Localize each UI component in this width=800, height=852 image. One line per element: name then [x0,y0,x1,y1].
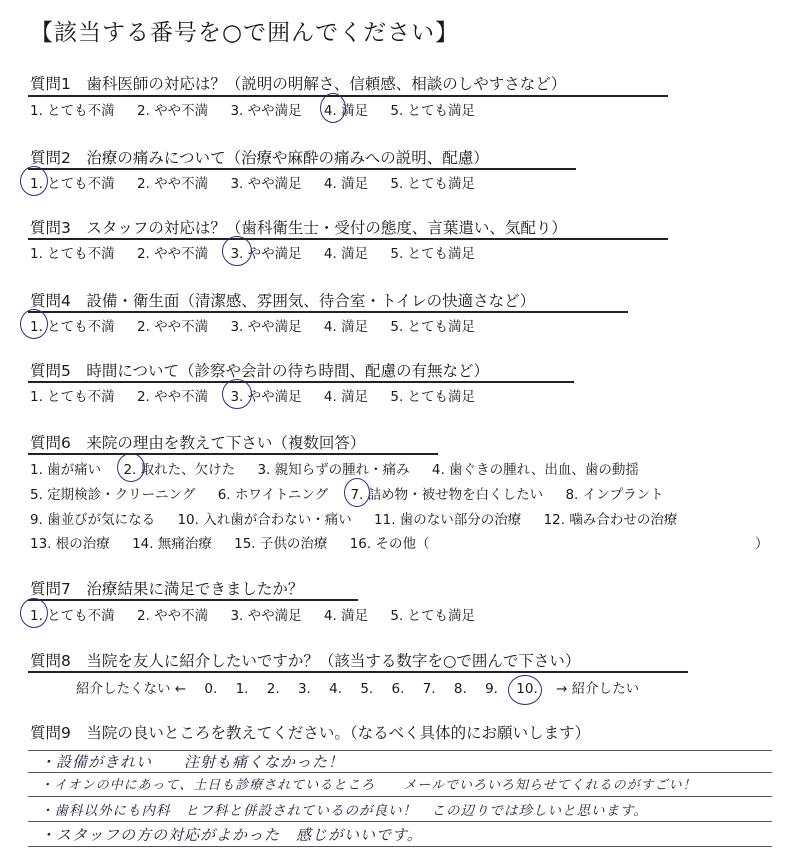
q8-number-5[interactable]: 5. [360,681,374,697]
q9-title: 質問9 当院の良いところを教えてください。（なるべく具体的にお願いします） [30,724,591,742]
answer-line [28,821,772,822]
q6-option-7-label: 7. 詰め物・被せ物を白くしたい [350,487,544,503]
q1-option-5[interactable]: 5. とても満足 [390,103,476,119]
q6-option-3[interactable]: 3. 親知らずの腫れ・痛み [257,462,410,478]
q5-underline [28,381,574,383]
q2-option-3[interactable]: 3. やや満足 [230,176,302,192]
q1-option-1[interactable]: 1. とても不満 [30,103,115,119]
q5-option-1[interactable]: 1. とても不満 [30,389,115,405]
q8-number-0[interactable]: 0. [204,681,218,697]
q6-option-5[interactable]: 5. 定期検診・クリーニング [30,487,196,503]
q6-underline [28,453,438,455]
q1-option-4[interactable] [324,99,368,119]
q8-underline [28,671,688,673]
q3-option-5[interactable]: 5. とても満足 [390,246,476,262]
q4-option-1-label: 1. とても不満 [30,319,115,335]
q3-option-4[interactable]: 4. 満足 [323,246,369,262]
q6-option-13[interactable]: 13. 根の治療 [30,536,110,552]
q1-option-3[interactable]: 3. やや満足 [230,103,302,119]
q6-other-close-paren: ） [755,536,769,552]
q8-number-10[interactable] [516,681,537,697]
q6-option-16[interactable]: 16. その他（ [349,536,430,552]
q6-row-2 [30,483,682,503]
q2-option-1-label: 1. とても不満 [30,176,115,192]
q6-option-7[interactable] [350,483,543,503]
q3-option-3-label: 3. やや満足 [230,246,302,262]
q3-option-2[interactable]: 2. やや不満 [136,246,209,262]
q3-options [30,242,493,262]
q6-title: 質問6 来院の理由を教えて下さい（複数回答） [30,434,366,452]
q3-underline [28,238,668,240]
q6-option-12[interactable]: 12. 噛み合わせの治療 [543,512,678,528]
q2-options [30,172,493,192]
q9-answer-2: ・イオンの中にあって、土日も診療されているところ メールでいろいろ知らせてくれるのがすごい！ [40,778,697,793]
q4-options [30,315,493,335]
q6-row-1 [30,458,657,478]
q4-title: 質問4 設備・衛生面（清潔感、雰囲気、待合室・トイレの快適さなど） [30,292,536,310]
q4-option-2[interactable]: 2. やや不満 [136,319,209,335]
q6-row-3 [30,508,695,528]
q8-number-8[interactable]: 8. [453,681,467,697]
q1-title: 質問1 歯科医師の対応は？（説明の明解さ、信頼感、相談のしやすさなど） [30,75,567,93]
q8-number-3[interactable]: 3. [297,681,311,697]
q9-answer-1: ・設備がきれい 注射も痛くなかった！ [40,753,345,771]
q8-number-4[interactable]: 4. [329,681,343,697]
answer-line [28,796,772,797]
q4-option-5[interactable]: 5. とても満足 [390,319,476,335]
q6-option-2[interactable] [123,458,235,478]
q1-options [30,99,493,119]
q8-number-1[interactable]: 1. [235,681,249,697]
q1-underline [28,95,668,97]
q5-title: 質問5 時間について（診察や会計の待ち時間、配慮の有無など） [30,362,490,380]
q1-option-4-label: 4. 満足 [323,103,369,119]
q7-option-5[interactable]: 5. とても満足 [390,608,476,624]
q8-scale [76,677,653,697]
q9-answer-3: ・歯科以外にも内科 ヒフ科と併設されているのが良い！ この辺りでは珍しいと思います。 [40,803,648,819]
q2-underline [28,168,576,170]
q7-option-4[interactable]: 4. 満足 [323,608,369,624]
q8-number-7[interactable]: 7. [422,681,436,697]
q7-options [30,604,493,624]
page-heading: 【該当する番号を○で囲んでください】 [30,20,460,46]
q4-underline [28,311,628,313]
q6-row-4 [30,532,447,552]
q6-option-11[interactable]: 11. 歯のない部分の治療 [374,512,522,528]
q7-option-2[interactable]: 2. やや不満 [136,608,209,624]
q6-option-4[interactable]: 4. 歯ぐきの腫れ、出血、歯の動揺 [431,462,639,478]
q2-option-5[interactable]: 5. とても満足 [390,176,476,192]
q6-option-2-label: 2. 取れた、欠けた [123,462,236,478]
q7-underline [28,599,358,601]
q1-option-2[interactable]: 2. やや不満 [136,103,209,119]
q3-option-3[interactable] [230,242,301,262]
q6-option-6[interactable]: 6. ホワイトニング [217,487,329,503]
q3-option-1[interactable]: 1. とても不満 [30,246,115,262]
q5-option-4[interactable]: 4. 満足 [323,389,369,405]
q6-option-14[interactable]: 14. 無痛治療 [132,536,212,552]
q4-option-3[interactable]: 3. やや満足 [230,319,302,335]
q8-number-2[interactable]: 2. [266,681,280,697]
q2-title: 質問2 治療の痛みについて（治療や麻酔の痛みへの説明、配慮） [30,149,489,167]
q7-option-1[interactable] [30,604,115,624]
q3-title: 質問3 スタッフの対応は？（歯科衛生士・受付の態度、言葉遣い、気配り） [30,219,567,237]
q7-title: 質問7 治療結果に満足できましたか？ [30,580,304,598]
q4-option-4[interactable]: 4. 満足 [323,319,369,335]
q8-left-label: 紹介したくない ← [76,681,187,697]
q2-option-1[interactable] [30,172,115,192]
answer-line [28,846,772,847]
q7-option-1-label: 1. とても不満 [30,608,115,624]
q7-option-3[interactable]: 3. やや満足 [230,608,302,624]
q5-option-2[interactable]: 2. やや不満 [136,389,209,405]
q5-option-3-label: 3. やや満足 [230,389,302,405]
q5-options [30,385,493,405]
q5-option-3[interactable] [230,385,301,405]
q8-right-label: → 紹介したい [556,681,640,697]
q9-answer-4: ・スタッフの方の対応がよかった 感じがいいです。 [40,826,423,844]
q5-option-5[interactable]: 5. とても満足 [390,389,476,405]
answer-line [28,772,772,773]
q8-number-10-label: 10. [516,681,538,697]
q4-option-1[interactable] [30,315,115,335]
q8-title: 質問8 当院を友人に紹介したいですか？（該当する数字を○で囲んで下さい） [30,652,581,670]
q6-option-1[interactable]: 1. 歯が痛い [30,462,102,478]
q6-option-9[interactable]: 9. 歯並びが気になる [30,512,156,528]
q6-option-8[interactable]: 8. インプラント [565,487,664,503]
q2-option-2[interactable]: 2. やや不満 [136,176,209,192]
q6-option-15[interactable]: 15. 子供の治療 [234,536,328,552]
q8-number-9[interactable]: 9. [485,681,498,697]
q6-option-10[interactable]: 10. 入れ歯が合わない・痛い [177,512,352,528]
q2-option-4[interactable]: 4. 満足 [323,176,369,192]
q8-number-6[interactable]: 6. [391,681,405,697]
